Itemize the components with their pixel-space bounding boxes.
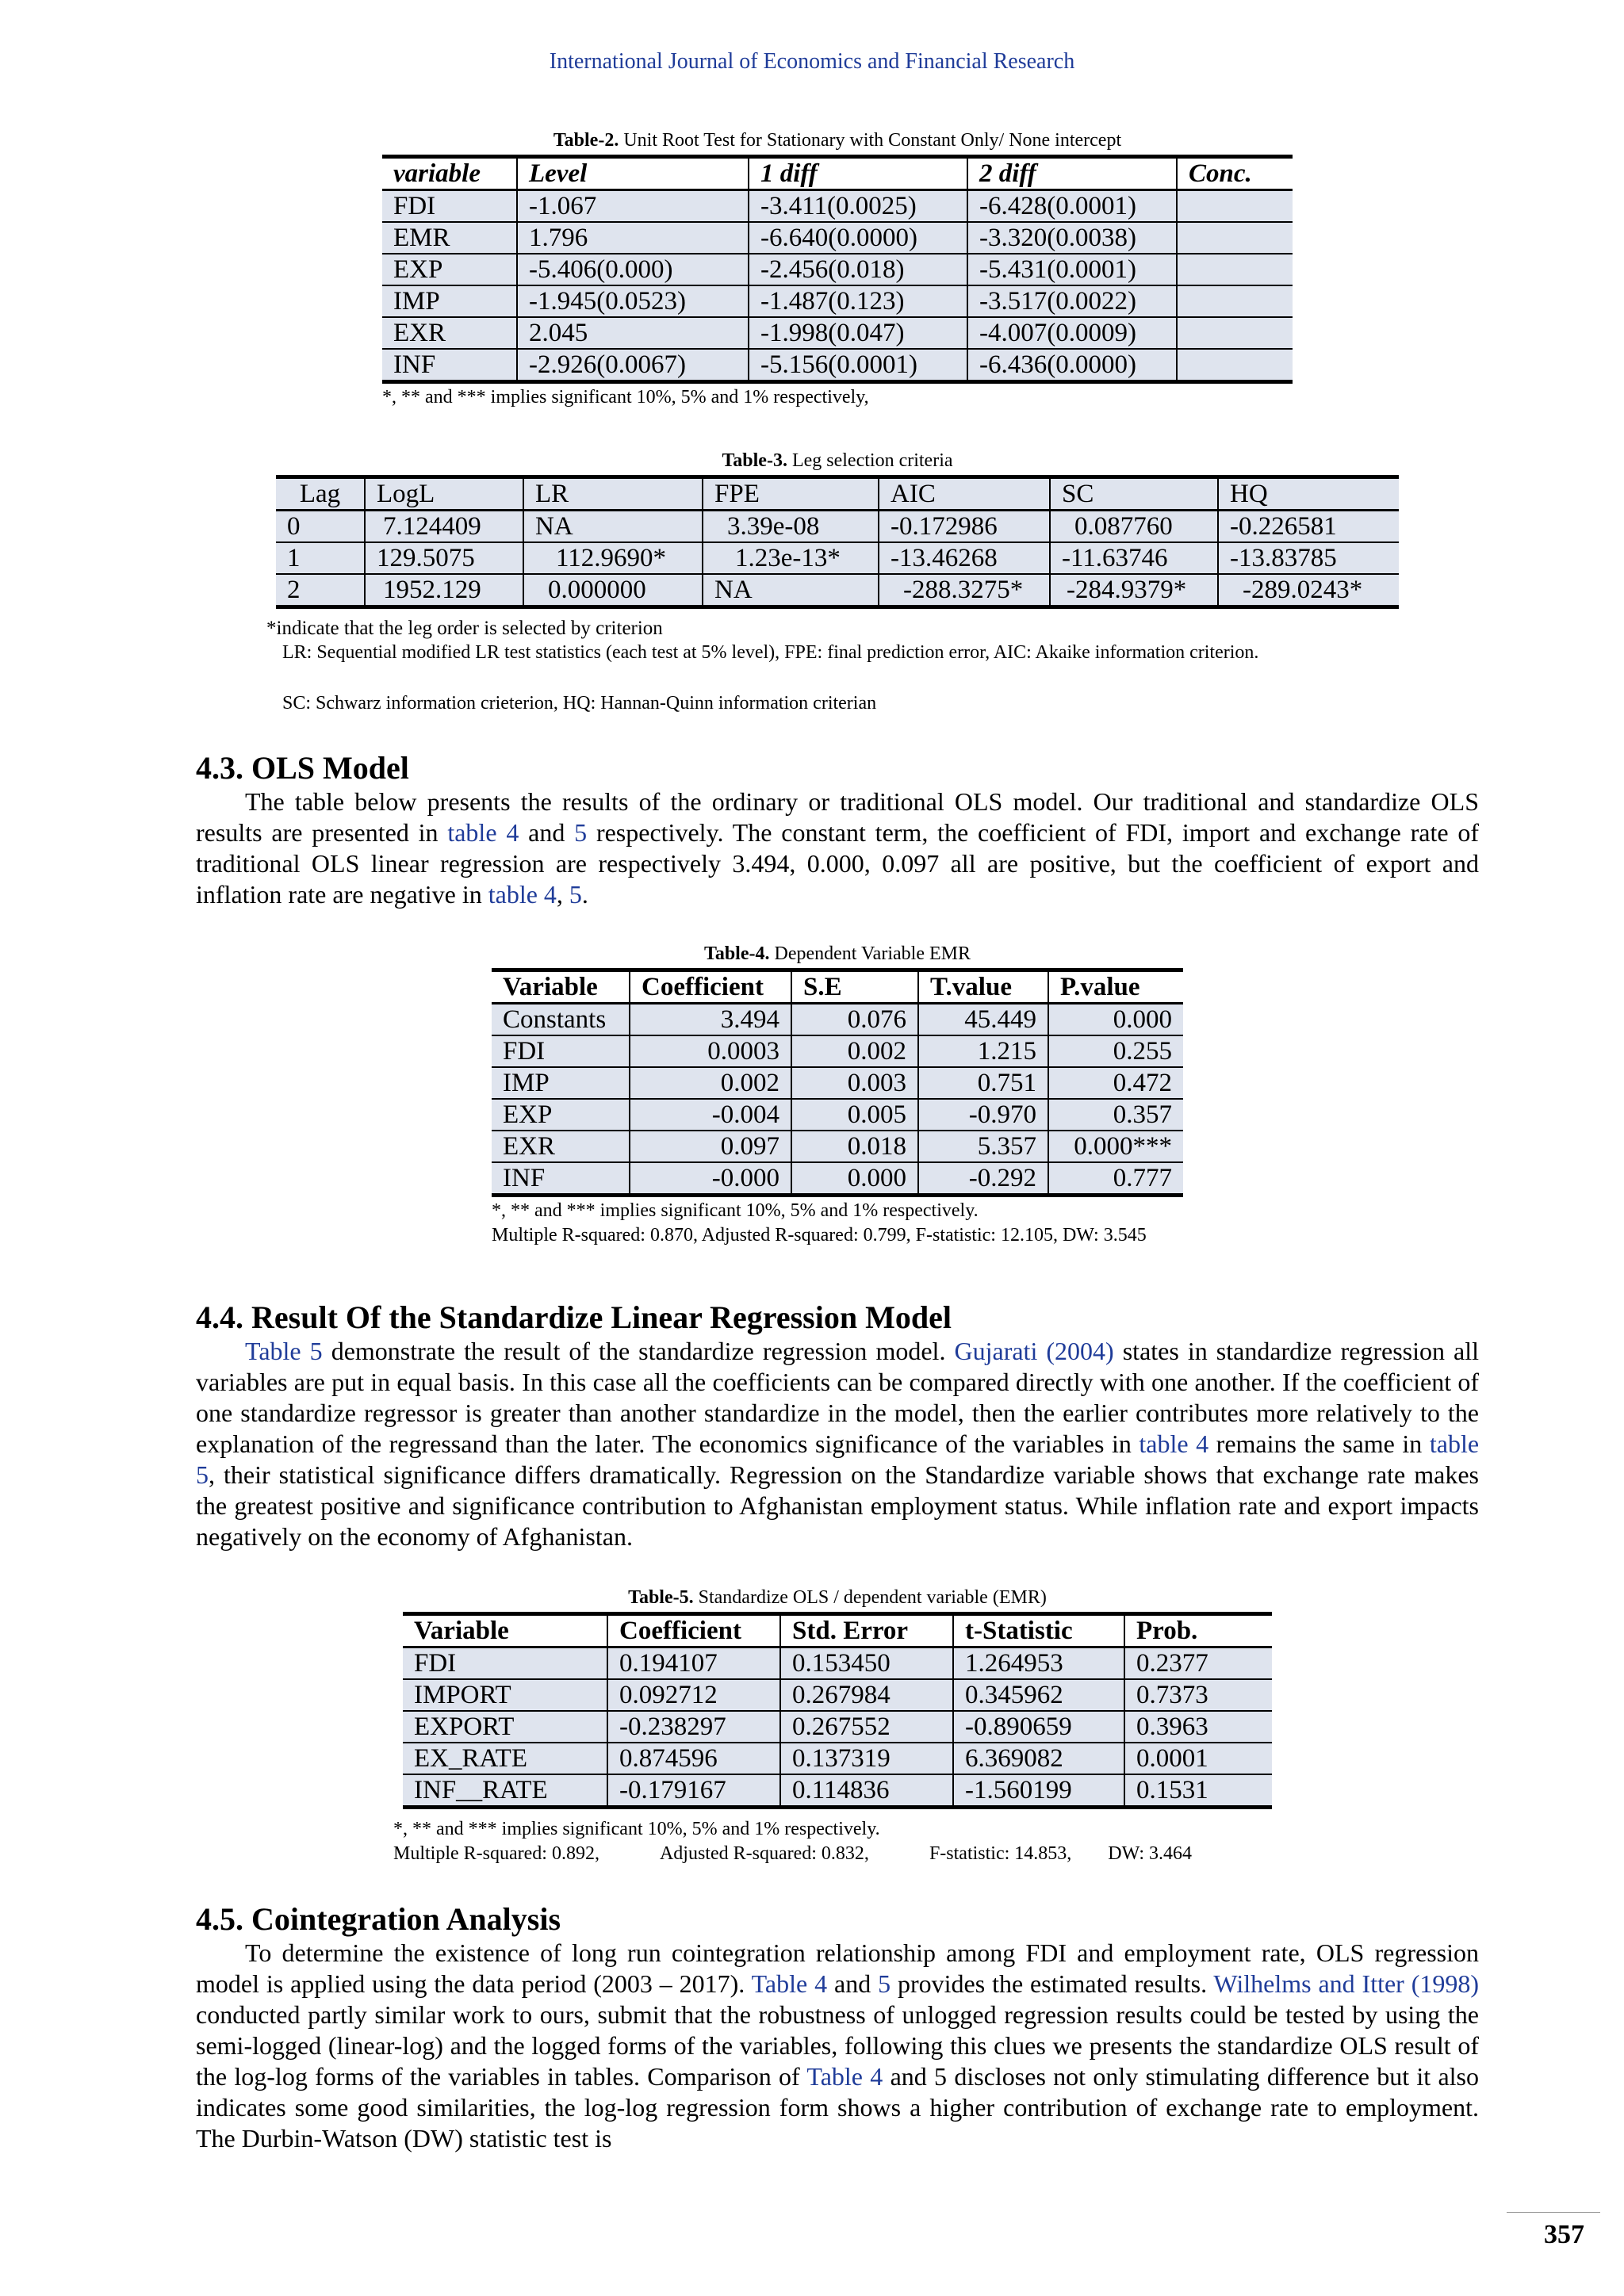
table-cell: 112.9690* xyxy=(523,542,703,574)
table-row xyxy=(492,1035,1183,1067)
table-5-header: t-Statistic xyxy=(953,1614,1124,1647)
text-run: and xyxy=(519,818,575,847)
table-4-caption xyxy=(492,943,1183,965)
ref-link-table-4[interactable]: table 4 xyxy=(1139,1429,1209,1458)
table-cell xyxy=(1177,349,1293,382)
section-4-5-paragraph xyxy=(196,1938,1479,2154)
table-cell: 0.1531 xyxy=(1124,1774,1272,1808)
table-row xyxy=(382,349,1293,382)
text-run: . xyxy=(581,880,588,909)
table-cell: IMP xyxy=(382,285,517,317)
table-3-note-3: SC: Schwarz information crieterion, HQ: Hannan-Quinn information criterian xyxy=(282,693,877,714)
table-2-header: variable xyxy=(382,157,517,190)
ref-link-table-5[interactable]: 5 xyxy=(569,880,582,909)
table-cell: FDI xyxy=(382,190,517,223)
table-cell: -0.292 xyxy=(918,1162,1048,1196)
table-5-note-1: *, ** and *** implies significant 10%, 5% and 1% respectively. xyxy=(393,1819,880,1839)
section-4-4-heading: 4.4. Result Of the Standardize Linear Regression Model xyxy=(196,1299,952,1335)
ref-link-table-4[interactable]: table 4 xyxy=(488,880,557,909)
text-run: respectively. The constant term, the coefficient of FDI, import and exchange rate of traditional OLS linear regression are respectively 3.494, 0.000, 0.097 all are positive, but the coefficient of export and inflation rate are negative in xyxy=(196,818,1480,909)
table-cell: 0.087760 xyxy=(1050,511,1218,543)
table-cell: 129.5075 xyxy=(365,542,523,574)
table-cell: -5.406(0.000) xyxy=(517,254,749,285)
table-cell: -1.487(0.123) xyxy=(749,285,967,317)
table-cell xyxy=(1177,254,1293,285)
table-cell: EXR xyxy=(382,317,517,349)
table-row xyxy=(492,1099,1183,1131)
table-cell: -13.83785 xyxy=(1218,542,1399,574)
table-cell: -0.000 xyxy=(630,1162,791,1196)
table-3-header: FPE xyxy=(703,477,879,511)
table-cell: 0.0003 xyxy=(630,1035,791,1067)
table-row xyxy=(276,574,1399,607)
table-cell: 0.000*** xyxy=(1048,1131,1183,1162)
table-5-caption-label: Table-5. xyxy=(628,1587,694,1608)
table-cell: 0.092712 xyxy=(607,1679,780,1711)
table-row xyxy=(403,1679,1272,1711)
table-cell: 0.153450 xyxy=(780,1647,953,1680)
table-cell: -0.238297 xyxy=(607,1711,780,1743)
table-cell: 0.005 xyxy=(791,1099,918,1131)
table-cell: 1.23e-13* xyxy=(703,542,879,574)
table-cell: -2.926(0.0067) xyxy=(517,349,749,382)
table-cell: 0.000000 xyxy=(523,574,703,607)
table-cell xyxy=(1177,222,1293,254)
table-cell: -0.226581 xyxy=(1218,511,1399,543)
table-4-header: P.value xyxy=(1048,970,1183,1004)
table-cell: EXP xyxy=(492,1099,630,1131)
table-row xyxy=(492,1162,1183,1196)
section-4-5-heading: 4.5. Cointegration Analysis xyxy=(196,1901,561,1937)
text-run: and xyxy=(827,1969,879,1998)
table-row xyxy=(382,254,1293,285)
table-cell: 1.264953 xyxy=(953,1647,1124,1680)
table-cell: -6.428(0.0001) xyxy=(967,190,1177,223)
section-4-3-heading: 4.3. OLS Model xyxy=(196,750,409,786)
table-5-header: Variable xyxy=(403,1614,607,1647)
table-cell: 1.796 xyxy=(517,222,749,254)
table-cell: -5.156(0.0001) xyxy=(749,349,967,382)
table-2-block xyxy=(382,130,1293,410)
table-cell: -1.067 xyxy=(517,190,749,223)
table-row xyxy=(492,1131,1183,1162)
table-row xyxy=(492,1067,1183,1099)
table-cell: -0.179167 xyxy=(607,1774,780,1808)
table-cell: 0.777 xyxy=(1048,1162,1183,1196)
text-run: states in standardize regression all variables are put in equal basis. In this case all the coefficients can be compared directly with one another. If the coefficient of one standardize regressor is greater than another standardize in the model, then the earlier contributes more relatively to the explanation of the regressand than the later. The economics significance of the variables in xyxy=(196,1337,1480,1458)
table-5-header: Coefficient xyxy=(607,1614,780,1647)
table-row xyxy=(403,1774,1272,1808)
table-cell: -0.004 xyxy=(630,1099,791,1131)
table-2-header-row xyxy=(382,157,1293,190)
page-number: 357 xyxy=(1544,2220,1584,2249)
table-cell: 6.369082 xyxy=(953,1743,1124,1774)
ref-link-table-4[interactable]: table 4 xyxy=(447,818,519,847)
table-2-header: Level xyxy=(517,157,749,190)
table-4-note-2: Multiple R-squared: 0.870, Adjusted R-squared: 0.799, F-statistic: 12.105, DW: 3.545 xyxy=(492,1225,1147,1246)
table-cell: 7.124409 xyxy=(365,511,523,543)
table-cell: -1.998(0.047) xyxy=(749,317,967,349)
table-5-header: Prob. xyxy=(1124,1614,1272,1647)
ref-link-table-5[interactable]: Table 5 xyxy=(245,1337,323,1365)
table-cell: 1 xyxy=(276,542,365,574)
table-cell: EXR xyxy=(492,1131,630,1162)
table-cell: 0.137319 xyxy=(780,1743,953,1774)
table-5-caption-text: Standardize OLS / dependent variable (EMR) xyxy=(698,1587,1047,1608)
table-cell: 0.3963 xyxy=(1124,1711,1272,1743)
table-row xyxy=(382,222,1293,254)
table-cell: 0.000 xyxy=(1048,1004,1183,1036)
table-cell: 1.215 xyxy=(918,1035,1048,1067)
table-3-note-2: LR: Sequential modified LR test statistics (each test at 5% level), FPE: final prediction error, AIC: Akaike information criterion. xyxy=(282,642,1259,663)
ref-link-table-4[interactable]: Table 4 xyxy=(806,2062,883,2091)
table-cell: Constants xyxy=(492,1004,630,1036)
ref-link-table-5[interactable]: 5 xyxy=(878,1969,891,1998)
table-5-stats xyxy=(393,1842,1192,1866)
table-cell: NA xyxy=(523,511,703,543)
table-cell: 5.357 xyxy=(918,1131,1048,1162)
table-5-header: Std. Error xyxy=(780,1614,953,1647)
table-cell: 1952.129 xyxy=(365,574,523,607)
table-cell: EMR xyxy=(382,222,517,254)
table-row xyxy=(382,190,1293,223)
table-5-stat-f: F-statistic: 14.853, xyxy=(929,1843,1072,1864)
table-cell: FDI xyxy=(492,1035,630,1067)
table-5-stat-dw: DW: 3.464 xyxy=(1108,1843,1193,1864)
table-cell: 0.114836 xyxy=(780,1774,953,1808)
text-run: , xyxy=(556,880,569,909)
table-2 xyxy=(382,155,1293,384)
table-cell: -6.640(0.0000) xyxy=(749,222,967,254)
table-5-header-row xyxy=(403,1614,1272,1647)
table-5-caption xyxy=(403,1587,1272,1609)
table-row xyxy=(403,1647,1272,1680)
text-run: conducted partly similar work to ours, submit that the robustness of unlogged regression results could be tested by using the semi-logged (linear-log) and the logged forms of the variables, following this clues we presents the standardize OLS result of the log-log forms of the variables in tables. Comparison of xyxy=(196,2000,1479,2091)
table-cell: -0.172986 xyxy=(879,511,1050,543)
running-header: International Journal of Economics and Financial Research xyxy=(549,49,1075,74)
table-cell: -0.890659 xyxy=(953,1711,1124,1743)
table-3-caption-text: Leg selection criteria xyxy=(791,450,953,471)
table-cell xyxy=(1177,190,1293,223)
table-cell: -2.456(0.018) xyxy=(749,254,967,285)
table-4-caption-text: Dependent Variable EMR xyxy=(774,943,971,964)
table-2-header: Conc. xyxy=(1177,157,1293,190)
footer-rule xyxy=(1507,2212,1600,2213)
table-3-header: LR xyxy=(523,477,703,511)
table-cell xyxy=(1177,317,1293,349)
table-cell: 45.449 xyxy=(918,1004,1048,1036)
table-cell: 3.39e-08 xyxy=(703,511,879,543)
table-cell: -284.9379* xyxy=(1050,574,1218,607)
ref-link-table-4[interactable]: Table 4 xyxy=(751,1969,828,1998)
table-cell: 0.000 xyxy=(791,1162,918,1196)
section-4-3-paragraph xyxy=(196,786,1479,910)
table-cell: -3.411(0.0025) xyxy=(749,190,967,223)
table-cell: 0.7373 xyxy=(1124,1679,1272,1711)
table-cell: -1.560199 xyxy=(953,1774,1124,1808)
table-row xyxy=(403,1743,1272,1774)
table-cell: -13.46268 xyxy=(879,542,1050,574)
table-4-note-1: *, ** and *** implies significant 10%, 5% and 1% respectively. xyxy=(492,1200,979,1221)
table-cell: 0.018 xyxy=(791,1131,918,1162)
table-cell: -3.517(0.0022) xyxy=(967,285,1177,317)
table-3-caption-label: Table-3. xyxy=(722,450,787,471)
table-cell: 0.002 xyxy=(630,1067,791,1099)
table-cell: 0.751 xyxy=(918,1067,1048,1099)
table-3-note-1: *indicate that the leg order is selected by criterion xyxy=(266,618,663,639)
ref-link-table-5[interactable]: table 5 xyxy=(196,1429,1480,1489)
table-cell: 3.494 xyxy=(630,1004,791,1036)
table-2-caption-text: Unit Root Test for Stationary with Constant Only/ None intercept xyxy=(623,130,1122,151)
table-cell: 0.874596 xyxy=(607,1743,780,1774)
table-3-header: LogL xyxy=(365,477,523,511)
table-5-block xyxy=(403,1587,1272,1809)
table-2-header: 2 diff xyxy=(967,157,1177,190)
text-run: demonstrate the result of the standardize regression model. xyxy=(322,1337,955,1365)
table-4 xyxy=(492,968,1183,1197)
table-4-header: T.value xyxy=(918,970,1048,1004)
table-3-caption xyxy=(276,450,1399,472)
table-3-header: SC xyxy=(1050,477,1218,511)
table-2-note: *, ** and *** implies significant 10%, 5% and 1% respectively, xyxy=(382,387,869,408)
text-run: The table below presents the results of the ordinary or traditional OLS model. Our traditional and standardize OLS results are presented in xyxy=(196,787,1479,847)
table-cell: 0.097 xyxy=(630,1131,791,1162)
table-cell: 0.003 xyxy=(791,1067,918,1099)
table-cell: 0.357 xyxy=(1048,1099,1183,1131)
table-row xyxy=(382,285,1293,317)
text-run: provides the estimated results. xyxy=(891,1969,1214,1998)
ref-link-table-5[interactable]: 5 xyxy=(574,818,588,847)
table-cell: INF xyxy=(492,1162,630,1196)
section-4-4-paragraph xyxy=(196,1336,1479,1552)
ref-link-gujarati[interactable]: Gujarati (2004) xyxy=(954,1337,1114,1365)
table-cell: -289.0243* xyxy=(1218,574,1399,607)
table-cell: -288.3275* xyxy=(879,574,1050,607)
table-4-header: Variable xyxy=(492,970,630,1004)
table-4-header: S.E xyxy=(791,970,918,1004)
table-cell: 2 xyxy=(276,574,365,607)
table-3-header-row xyxy=(276,477,1399,511)
table-cell: 0.267984 xyxy=(780,1679,953,1711)
table-cell: 0.194107 xyxy=(607,1647,780,1680)
table-cell: EXP xyxy=(382,254,517,285)
table-cell: 0.267552 xyxy=(780,1711,953,1743)
table-4-header-row xyxy=(492,970,1183,1004)
table-cell: 0.2377 xyxy=(1124,1647,1272,1680)
table-row xyxy=(403,1711,1272,1743)
table-cell: IMPORT xyxy=(403,1679,607,1711)
text-run: To determine the existence of long run cointegration relationship among FDI and employment rate, OLS regression model is applied using the data period (2003 – 2017). xyxy=(196,1938,1479,1998)
table-2-caption-label: Table-2. xyxy=(553,130,619,151)
table-row xyxy=(382,317,1293,349)
text-run: remains the same in xyxy=(1208,1429,1430,1458)
table-3 xyxy=(276,475,1399,609)
table-row xyxy=(492,1004,1183,1036)
table-cell: -11.63746 xyxy=(1050,542,1218,574)
table-3-header: HQ xyxy=(1218,477,1399,511)
ref-link-wilhelms-itter[interactable]: Wilhelms and Itter (1998) xyxy=(1213,1969,1480,1998)
table-cell: NA xyxy=(703,574,879,607)
table-cell: -1.945(0.0523) xyxy=(517,285,749,317)
text-run: , their statistical significance differs dramatically. Regression on the Standardize variable shows that exchange rate makes the greatest positive and significance contribution to Afghanistan employment status. While inflation rate and export impacts negatively on the economy of Afghanistan. xyxy=(196,1460,1479,1551)
table-cell: INF xyxy=(382,349,517,382)
table-cell: FDI xyxy=(403,1647,607,1680)
table-cell: 0.0001 xyxy=(1124,1743,1272,1774)
table-5-stat-adj-r2: Adjusted R-squared: 0.832, xyxy=(659,1843,869,1864)
text-run: and 5 discloses not only stimulating difference but it also indicates some good similarities, the log-log regression form shows a higher contribution of exchange rate to employment. The Durbin-Watson (DW) statistic test is xyxy=(196,2062,1480,2152)
table-4-caption-label: Table-4. xyxy=(704,943,770,964)
table-cell: EX_RATE xyxy=(403,1743,607,1774)
table-3-header: AIC xyxy=(879,477,1050,511)
table-cell: 0 xyxy=(276,511,365,543)
table-row xyxy=(276,511,1399,543)
table-cell: -0.970 xyxy=(918,1099,1048,1131)
table-cell: -5.431(0.0001) xyxy=(967,254,1177,285)
table-cell: -6.436(0.0000) xyxy=(967,349,1177,382)
table-cell: IMP xyxy=(492,1067,630,1099)
table-cell: 0.076 xyxy=(791,1004,918,1036)
table-cell: EXPORT xyxy=(403,1711,607,1743)
table-2-header: 1 diff xyxy=(749,157,967,190)
table-row xyxy=(276,542,1399,574)
table-cell: 0.472 xyxy=(1048,1067,1183,1099)
table-2-caption xyxy=(382,130,1293,151)
table-cell xyxy=(1177,285,1293,317)
table-cell: 0.345962 xyxy=(953,1679,1124,1711)
table-5-stat-r2: Multiple R-squared: 0.892, xyxy=(393,1843,599,1864)
table-5 xyxy=(403,1612,1272,1809)
table-cell: 2.045 xyxy=(517,317,749,349)
table-cell: 0.255 xyxy=(1048,1035,1183,1067)
table-cell: -3.320(0.0038) xyxy=(967,222,1177,254)
table-3-block xyxy=(276,450,1399,609)
table-4-block xyxy=(492,943,1183,1248)
table-3-header: Lag xyxy=(276,477,365,511)
table-cell: -4.007(0.0009) xyxy=(967,317,1177,349)
table-cell: INF__RATE xyxy=(403,1774,607,1808)
table-4-header: Coefficient xyxy=(630,970,791,1004)
table-cell: 0.002 xyxy=(791,1035,918,1067)
